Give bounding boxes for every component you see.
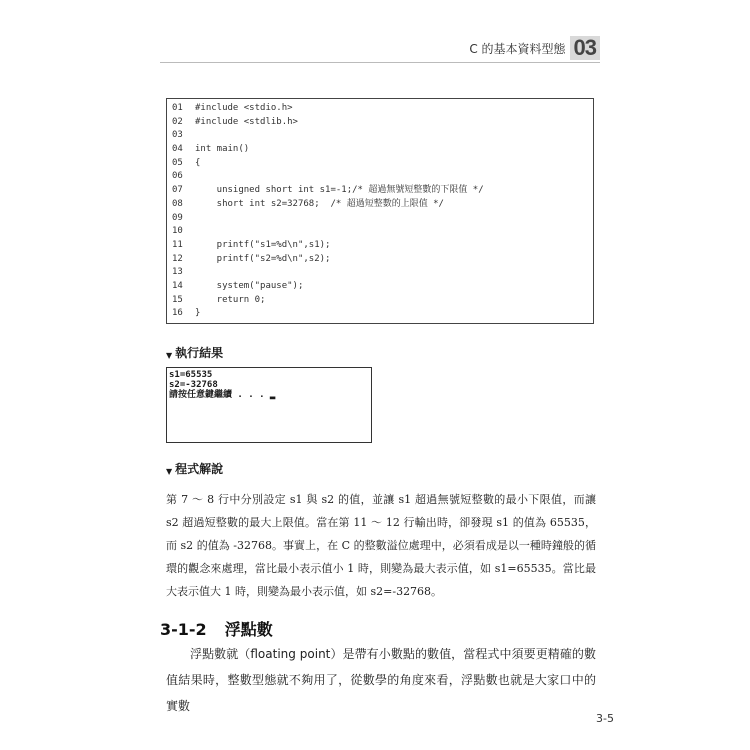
explanation-paragraph: 第 7 ～ 8 行中分別設定 s1 與 s2 的值，並讓 s1 超過無號短整數的最小下限值，而讓 s2 超過短整數的最大上限值。當在第 11 ～ 12 行輸出時，卻發現 s1 的值為 65535，而 s2 的值為 -32768。事實上，在 C 的整數溢位處理中，必須看成是以一種時鐘般的循環的觀念來處理，當比最小表示值小 1 時，則變為最大表示值，如 s1=65535。當比最大表示值大 1 時，則變為最小表示值，如 s2=-32768。 <box>166 493 596 598</box>
explanation-heading <box>166 460 223 477</box>
section-number: 3-1-2 <box>160 620 207 639</box>
code-text: #include <stdlib.h> <box>195 116 298 127</box>
line-number: 13 <box>172 267 183 278</box>
line-number: 15 <box>172 294 183 305</box>
page-number: 3-5 <box>596 712 614 725</box>
code-listing <box>166 98 594 324</box>
code-line <box>172 239 593 253</box>
line-number: 14 <box>172 280 183 291</box>
line-number: 01 <box>172 103 183 113</box>
code-text: printf("s2=%d\n",s2); <box>195 253 331 264</box>
code-line <box>172 129 593 143</box>
line-number: 10 <box>172 226 183 237</box>
code-text: int main() <box>195 144 250 155</box>
triangle-marker-icon: ▼ <box>166 467 173 476</box>
line-number: 05 <box>172 157 183 168</box>
chapter-number-badge: 03 <box>570 36 600 60</box>
code-text: unsigned short int s1=-1;/* 超過無號短整數的下限值 */ <box>195 185 484 196</box>
run-result-label: 執行結果 <box>175 346 224 360</box>
code-text: short int s2=32768; /* 超過短整數的上限值 */ <box>195 198 444 209</box>
code-line <box>172 266 593 280</box>
triangle-marker-icon: ▼ <box>166 351 173 360</box>
chapter-title: C 的基本資料型態 <box>469 41 566 56</box>
line-number: 07 <box>172 185 183 196</box>
line-number: 03 <box>172 130 183 141</box>
code-line <box>172 212 593 226</box>
console-line: s1=65535 <box>169 370 213 380</box>
line-number: 02 <box>172 116 183 127</box>
code-line <box>172 294 593 308</box>
code-line <box>172 102 593 116</box>
line-number: 04 <box>172 144 183 155</box>
line-number: 12 <box>172 253 183 264</box>
code-text: return 0; <box>195 294 266 305</box>
line-number: 09 <box>172 212 183 223</box>
code-line <box>172 143 593 157</box>
code-line <box>172 225 593 239</box>
code-line <box>172 198 593 212</box>
code-line <box>172 253 593 267</box>
code-text: printf("s1=%d\n",s1); <box>195 239 331 250</box>
section-heading <box>160 617 273 640</box>
code-line <box>172 157 593 171</box>
code-text: { <box>195 157 201 168</box>
code-line <box>172 280 593 294</box>
console-line: 請按任意鍵繼續 . . . ▂ <box>169 390 276 400</box>
console-output <box>166 367 372 443</box>
code-line <box>172 184 593 198</box>
running-header <box>469 36 600 60</box>
section-title: 浮點數 <box>224 620 273 639</box>
console-line: s2=-32768 <box>169 380 218 390</box>
explanation-label: 程式解說 <box>175 462 224 476</box>
code-text: system("pause"); <box>195 280 304 291</box>
body-paragraph: 浮點數就（floating point）是帶有小數點的數值，當程式中須要更精確的數值結果時，整數型態就不夠用了，從數學的角度來看，浮點數也就是大家口中的實數 <box>166 647 596 713</box>
line-number: 16 <box>172 308 183 319</box>
code-line <box>172 170 593 184</box>
line-number: 11 <box>172 239 183 250</box>
code-line <box>172 307 593 321</box>
header-rule <box>160 62 600 63</box>
code-text: } <box>195 308 201 319</box>
code-text: #include <stdio.h> <box>195 103 293 113</box>
code-line <box>172 116 593 130</box>
line-number: 08 <box>172 198 183 209</box>
run-result-heading <box>166 344 223 361</box>
line-number: 06 <box>172 171 183 182</box>
